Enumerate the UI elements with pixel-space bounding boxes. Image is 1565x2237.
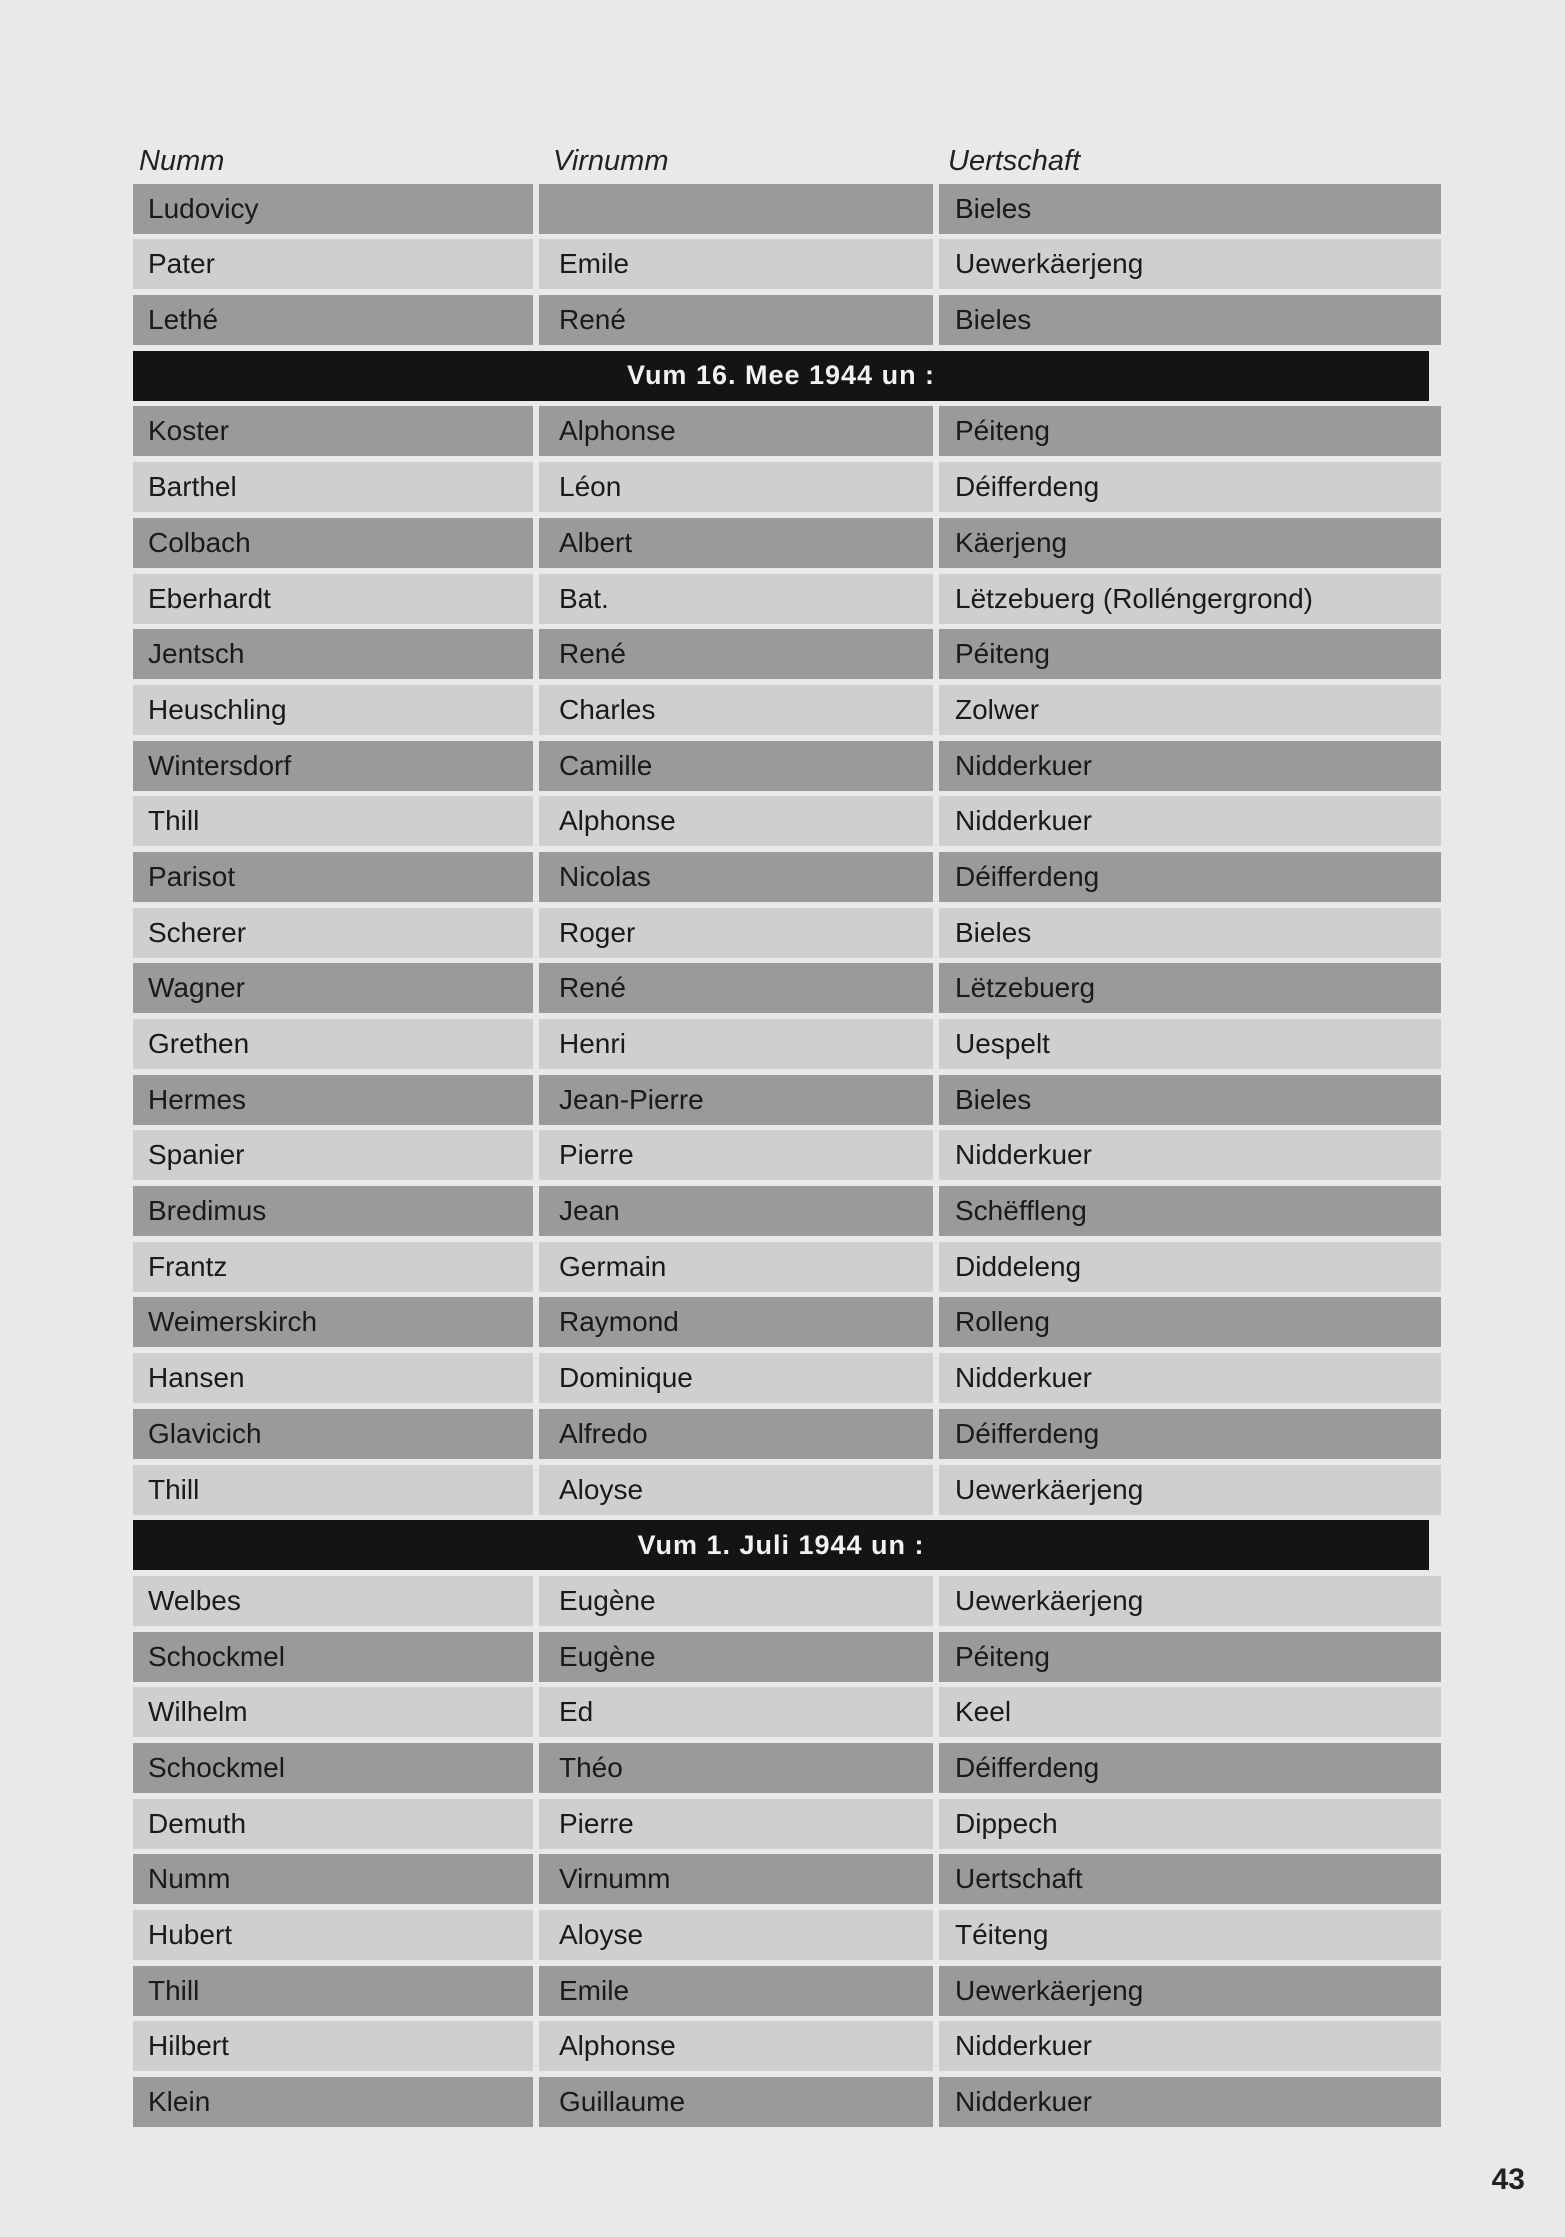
- cell-virnumm: Jean: [539, 1186, 933, 1236]
- cell-virnumm: Albert: [539, 518, 933, 568]
- cell-numm: Koster: [133, 406, 533, 456]
- cell-virnumm: Aloyse: [539, 1910, 933, 1960]
- table-row: [133, 1743, 1429, 1793]
- cell-virnumm: Pierre: [539, 1799, 933, 1849]
- cell-numm: Welbes: [133, 1576, 533, 1626]
- header-virnumm: Virnumm: [553, 145, 669, 177]
- cell-uertschaft: Péiteng: [939, 1632, 1441, 1682]
- cell-uertschaft: Bieles: [939, 908, 1441, 958]
- cell-uertschaft: Zolwer: [939, 685, 1441, 735]
- cell-uertschaft: Uertschaft: [939, 1854, 1441, 1904]
- table-row: [133, 574, 1429, 624]
- cell-uertschaft: Nidderkuer: [939, 1130, 1441, 1180]
- cell-numm: Spanier: [133, 1130, 533, 1180]
- cell-numm: Heuschling: [133, 685, 533, 735]
- cell-uertschaft: Schëffleng: [939, 1186, 1441, 1236]
- cell-uertschaft: Nidderkuer: [939, 796, 1441, 846]
- table-row: [133, 239, 1429, 289]
- table-row: [133, 1409, 1429, 1459]
- cell-numm: Pater: [133, 239, 533, 289]
- cell-numm: Bredimus: [133, 1186, 533, 1236]
- cell-virnumm: [539, 184, 933, 234]
- cell-uertschaft: Bieles: [939, 295, 1441, 345]
- cell-uertschaft: Bieles: [939, 184, 1441, 234]
- cell-numm: Grethen: [133, 1019, 533, 1069]
- table-row: [133, 796, 1429, 846]
- table-row: [133, 406, 1429, 456]
- cell-virnumm: Roger: [539, 908, 933, 958]
- table-row: [133, 1799, 1429, 1849]
- page-number: 43: [1491, 2163, 1525, 2196]
- cell-uertschaft: Déifferdeng: [939, 1743, 1441, 1793]
- cell-uertschaft: Bieles: [939, 1075, 1441, 1125]
- table-row: [133, 1186, 1429, 1236]
- cell-numm: Parisot: [133, 852, 533, 902]
- table-row: [133, 2021, 1429, 2071]
- cell-numm: Klein: [133, 2077, 533, 2127]
- table-row: [133, 963, 1429, 1013]
- cell-numm: Hermes: [133, 1075, 533, 1125]
- cell-virnumm: Guillaume: [539, 2077, 933, 2127]
- cell-virnumm: Pierre: [539, 1130, 933, 1180]
- cell-numm: Frantz: [133, 1242, 533, 1292]
- section-header-1-juli-1944: Vum 1. Juli 1944 un :: [133, 1520, 1429, 1570]
- cell-virnumm: René: [539, 295, 933, 345]
- cell-numm: Schockmel: [133, 1632, 533, 1682]
- cell-virnumm: Henri: [539, 1019, 933, 1069]
- cell-uertschaft: Lëtzebuerg (Rolléngergrond): [939, 574, 1441, 624]
- cell-uertschaft: Uewerkäerjeng: [939, 1465, 1441, 1515]
- header-numm: Numm: [139, 145, 225, 177]
- cell-numm: Thill: [133, 796, 533, 846]
- cell-uertschaft: Déifferdeng: [939, 1409, 1441, 1459]
- cell-uertschaft: Nidderkuer: [939, 2077, 1441, 2127]
- cell-numm: Hilbert: [133, 2021, 533, 2071]
- cell-uertschaft: Keel: [939, 1687, 1441, 1737]
- table-row: [133, 852, 1429, 902]
- cell-numm: Glavicich: [133, 1409, 533, 1459]
- cell-virnumm: Alphonse: [539, 796, 933, 846]
- table-row: [133, 1910, 1429, 1960]
- cell-uertschaft: Déifferdeng: [939, 852, 1441, 902]
- table-row: [133, 1353, 1429, 1403]
- table-group-c: [133, 1576, 1429, 2127]
- table-row: [133, 1130, 1429, 1180]
- table-group-b: [133, 406, 1429, 1514]
- cell-uertschaft: Péiteng: [939, 406, 1441, 456]
- name-table: [133, 138, 1429, 2127]
- table-row: [133, 1075, 1429, 1125]
- cell-uertschaft: Téiteng: [939, 1910, 1441, 1960]
- cell-uertschaft: Lëtzebuerg: [939, 963, 1441, 1013]
- cell-uertschaft: Nidderkuer: [939, 2021, 1441, 2071]
- cell-numm: Wagner: [133, 963, 533, 1013]
- cell-numm: Scherer: [133, 908, 533, 958]
- table-row: [133, 2077, 1429, 2127]
- cell-virnumm: Alphonse: [539, 406, 933, 456]
- table-row: [133, 908, 1429, 958]
- table-row: [133, 295, 1429, 345]
- header-uertschaft: Uertschaft: [948, 145, 1081, 177]
- cell-numm: Hansen: [133, 1353, 533, 1403]
- cell-numm: Schockmel: [133, 1743, 533, 1793]
- table-row: [133, 1465, 1429, 1515]
- table-row: [133, 1966, 1429, 2016]
- cell-numm: Lethé: [133, 295, 533, 345]
- table-row: [133, 462, 1429, 512]
- table-row: [133, 1297, 1429, 1347]
- cell-uertschaft: Diddeleng: [939, 1242, 1441, 1292]
- table-row: [133, 1854, 1429, 1904]
- table-row: [133, 1576, 1429, 1626]
- cell-numm: Ludovicy: [133, 184, 533, 234]
- cell-virnumm: Nicolas: [539, 852, 933, 902]
- cell-uertschaft: Nidderkuer: [939, 741, 1441, 791]
- section-header-16-mee-1944: Vum 16. Mee 1944 un :: [133, 351, 1429, 401]
- table-row: [133, 1019, 1429, 1069]
- cell-virnumm: Germain: [539, 1242, 933, 1292]
- cell-numm: Demuth: [133, 1799, 533, 1849]
- cell-numm: Wilhelm: [133, 1687, 533, 1737]
- cell-virnumm: Aloyse: [539, 1465, 933, 1515]
- cell-virnumm: Emile: [539, 239, 933, 289]
- cell-numm: Wintersdorf: [133, 741, 533, 791]
- cell-virnumm: René: [539, 629, 933, 679]
- cell-virnumm: Alfredo: [539, 1409, 933, 1459]
- cell-numm: Colbach: [133, 518, 533, 568]
- cell-virnumm: Eugène: [539, 1632, 933, 1682]
- cell-virnumm: Jean-Pierre: [539, 1075, 933, 1125]
- cell-virnumm: Camille: [539, 741, 933, 791]
- cell-uertschaft: Nidderkuer: [939, 1353, 1441, 1403]
- cell-uertschaft: Uewerkäerjeng: [939, 239, 1441, 289]
- cell-virnumm: Théo: [539, 1743, 933, 1793]
- cell-virnumm: Alphonse: [539, 2021, 933, 2071]
- cell-virnumm: Bat.: [539, 574, 933, 624]
- cell-uertschaft: Dippech: [939, 1799, 1441, 1849]
- cell-virnumm: Raymond: [539, 1297, 933, 1347]
- cell-numm: Weimerskirch: [133, 1297, 533, 1347]
- cell-numm: Thill: [133, 1966, 533, 2016]
- cell-uertschaft: Uewerkäerjeng: [939, 1966, 1441, 2016]
- cell-numm: Thill: [133, 1465, 533, 1515]
- cell-virnumm: Virnumm: [539, 1854, 933, 1904]
- table-row: [133, 629, 1429, 679]
- cell-virnumm: Dominique: [539, 1353, 933, 1403]
- cell-numm: Eberhardt: [133, 574, 533, 624]
- cell-uertschaft: Käerjeng: [939, 518, 1441, 568]
- table-row: [133, 1687, 1429, 1737]
- table-row: [133, 184, 1429, 234]
- cell-uertschaft: Uewerkäerjeng: [939, 1576, 1441, 1626]
- table-header: [133, 138, 1429, 178]
- table-row: [133, 518, 1429, 568]
- cell-numm: Barthel: [133, 462, 533, 512]
- table-row: [133, 1632, 1429, 1682]
- cell-virnumm: Emile: [539, 1966, 933, 2016]
- cell-uertschaft: Uespelt: [939, 1019, 1441, 1069]
- cell-virnumm: Ed: [539, 1687, 933, 1737]
- cell-virnumm: Léon: [539, 462, 933, 512]
- cell-numm: Hubert: [133, 1910, 533, 1960]
- cell-virnumm: René: [539, 963, 933, 1013]
- table-group-a: [133, 184, 1429, 345]
- cell-virnumm: Charles: [539, 685, 933, 735]
- cell-uertschaft: Déifferdeng: [939, 462, 1441, 512]
- table-row: [133, 741, 1429, 791]
- cell-numm: Numm: [133, 1854, 533, 1904]
- cell-virnumm: Eugène: [539, 1576, 933, 1626]
- table-row: [133, 685, 1429, 735]
- table-row: [133, 1242, 1429, 1292]
- cell-numm: Jentsch: [133, 629, 533, 679]
- cell-uertschaft: Péiteng: [939, 629, 1441, 679]
- cell-uertschaft: Rolleng: [939, 1297, 1441, 1347]
